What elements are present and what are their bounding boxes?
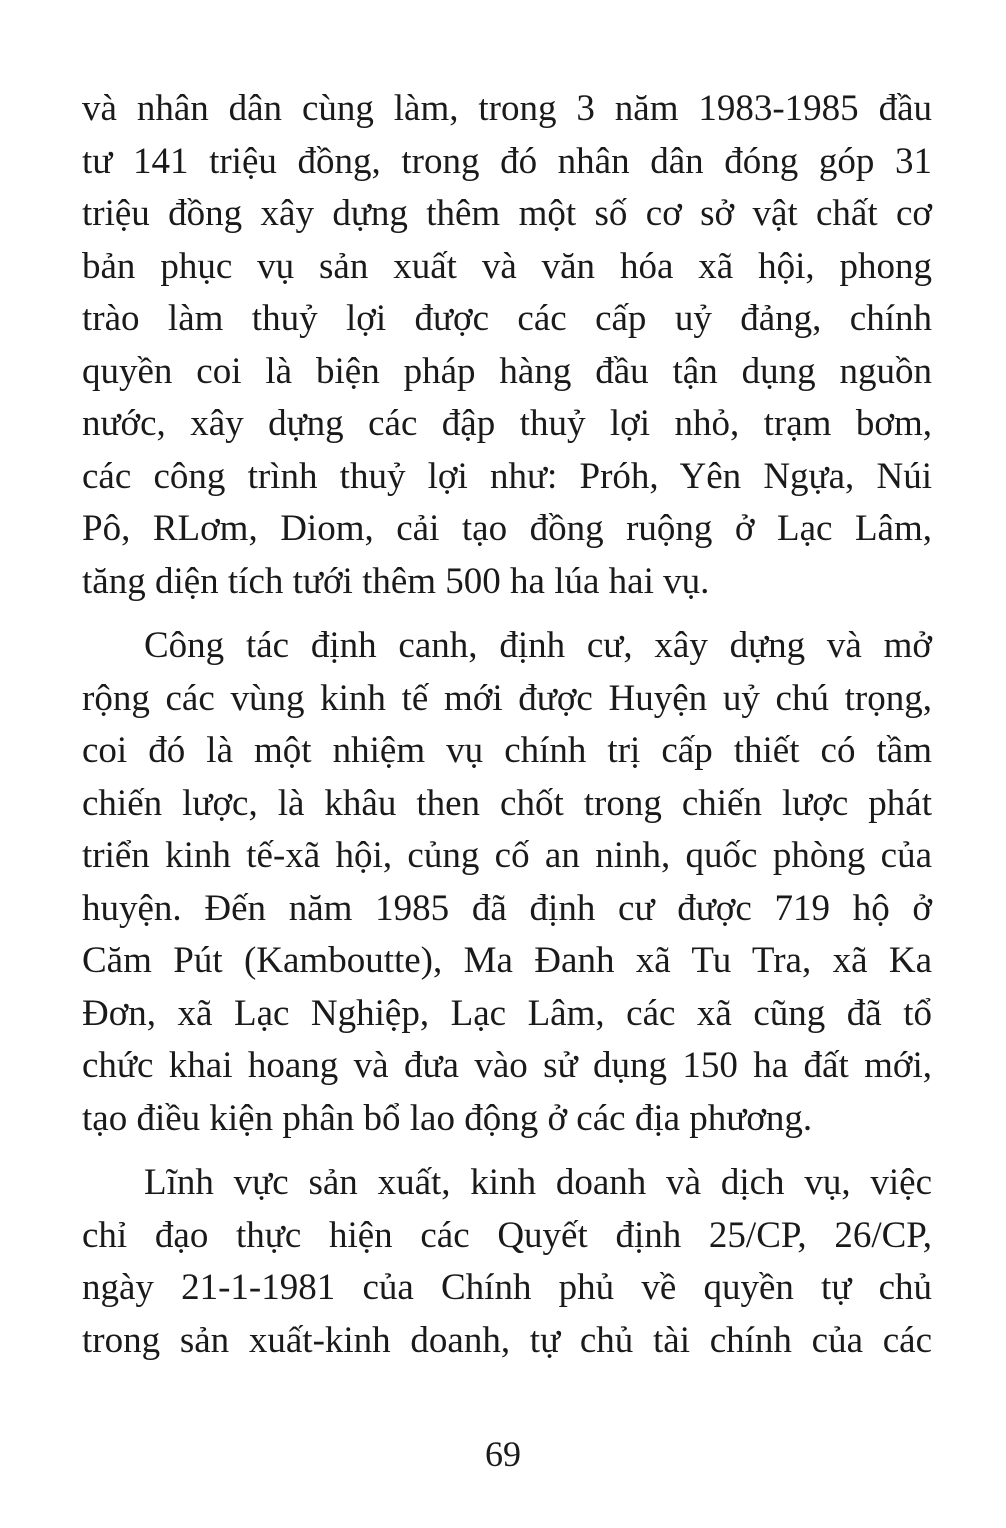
text-line: coi đó là một nhiệm vụ chính trị cấp thiết có tầm: [82, 730, 932, 771]
text-line: nước, xây dựng các đập thuỷ lợi nhỏ, trạm bơm,: [82, 403, 932, 444]
body-text: [82, 83, 932, 1367]
text-line: tư 141 triệu đồng, trong đó nhân dân đóng góp 31: [82, 140, 932, 182]
text-line: chỉ đạo thực hiện các Quyết định 25/CP, 26/CP,: [82, 1214, 932, 1256]
text-line: trong sản xuất-kinh doanh, tự chủ tài chính của các: [82, 1319, 932, 1361]
text-line: tạo điều kiện phân bổ lao động ở các địa phương.: [82, 1097, 813, 1139]
text-line: chức khai hoang và đưa vào sử dụng 150 ha đất mới,: [82, 1045, 932, 1086]
text-line: triệu đồng xây dựng thêm một số cơ sở vật chất cơ: [82, 193, 932, 234]
text-line: các công trình thuỷ lợi như: Próh, Yên Ngựa, Núi: [82, 455, 932, 497]
text-line: rộng các vùng kinh tế mới được Huyện uỷ chú trọng,: [82, 677, 932, 719]
text-line: bản phục vụ sản xuất và văn hóa xã hội, phong: [82, 245, 932, 287]
text-line: chiến lược, là khâu then chốt trong chiến lược phát: [82, 782, 932, 824]
paragraph-3: [82, 1157, 932, 1367]
text-line: Đơn, xã Lạc Nghiệp, Lạc Lâm, các xã cũng đã tổ: [82, 992, 932, 1034]
text-line: Lĩnh vực sản xuất, kinh doanh và dịch vụ, việc: [144, 1162, 932, 1203]
text-line: trào làm thuỷ lợi được các cấp uỷ đảng, chính: [82, 298, 932, 339]
text-line: Công tác định canh, định cư, xây dựng và mở: [144, 625, 932, 666]
text-line: và nhân dân cùng làm, trong 3 năm 1983-1985 đầu: [82, 88, 932, 129]
paragraph-1: [82, 83, 932, 608]
paragraph-2: [82, 620, 932, 1145]
text-line: huyện. Đến năm 1985 đã định cư được 719 hộ ở: [82, 887, 932, 929]
text-line: Pô, RLơm, Diom, cải tạo đồng ruộng ở Lạc Lâm,: [82, 508, 932, 549]
text-line: Căm Pút (Kamboutte), Ma Đanh xã Tu Tra, xã Ka: [82, 940, 932, 981]
page-number: 69: [485, 1434, 521, 1474]
text-line: tăng diện tích tưới thêm 500 ha lúa hai vụ.: [82, 560, 710, 602]
text-line: ngày 21-1-1981 của Chính phủ về quyền tự chủ: [82, 1267, 932, 1308]
text-line: triển kinh tế-xã hội, củng cố an ninh, quốc phòng của: [82, 835, 932, 876]
text-line: quyền coi là biện pháp hàng đầu tận dụng nguồn: [82, 350, 932, 392]
